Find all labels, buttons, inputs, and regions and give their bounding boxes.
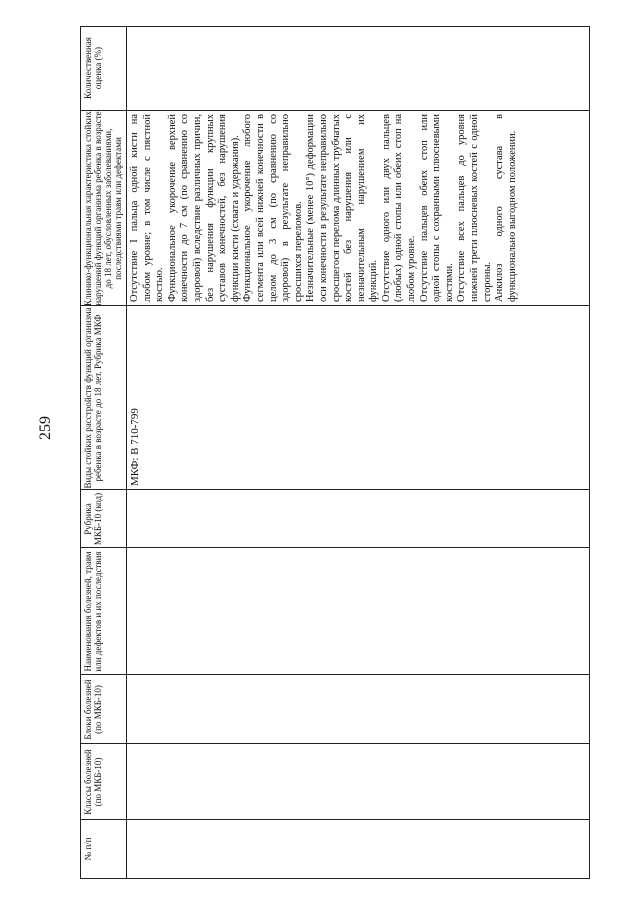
rotated-table-sheet	[80, 26, 590, 879]
clinical-description-text: Отсутствие I пальца одной кисти на любом уровне; в том числе с пястной костью. Функциональное укорочение верхней конечности до 7 см (по сравнению со здоровой) вследствие различных причин, без нарушения функции крупных суставов конечностей, без нарушения функции кисти (схвата и удержания). Функциональное укорочение любого сегмента или всей нижней конечности в целом до 3 см (по сравнению со здоровой) в результате неправильно сросшихся переломов. Незначительные (менее 10°) деформации оси конечности в результате неправильно сросшегося перелома длинных трубчатых костей без нарушения или с незначительным нарушением их функций. Отсутствие одного или двух пальцев (любых) одной стопы или обеих стоп на любом уровне. Отсутствие пальцев обеих стоп или одной стопы с сохранными плюсневыми костями. Отсутствие всех пальцев до уровня нижней трети плюсневых костей с одной стороны. Анкилоз одного сустава в функционально выгодном положении.	[129, 114, 518, 302]
header-disease-block: Блоки болезней (по МКБ-10)	[83, 679, 103, 740]
disability-criteria-table	[80, 26, 590, 879]
header-disease-name: Наименования болезней, травм или дефектов и их последствия	[83, 551, 103, 672]
header-quantitative-score: Количественная оценка (%)	[83, 37, 103, 99]
header-disease-class: Классы болезней (по МКБ-10)	[83, 749, 103, 815]
header-number: № п/п	[83, 837, 93, 861]
icf-code: МКФ: В 710-799	[129, 408, 141, 486]
header-icd-code: Рубрика МКБ-10 (код)	[83, 492, 103, 546]
header-clinical-description: Клинико-функциональная характеристика стойких нарушений функций организма ребенка в возрасте до 18 лет, обусловленных заболеваниями, последствиями травм или дефектами	[83, 111, 123, 306]
page-number: 259	[37, 416, 54, 440]
header-disorder-type: Виды стойких расстройств функций организма ребенка в возрасте до 18 лет. Рубрика МКФ	[83, 307, 103, 489]
